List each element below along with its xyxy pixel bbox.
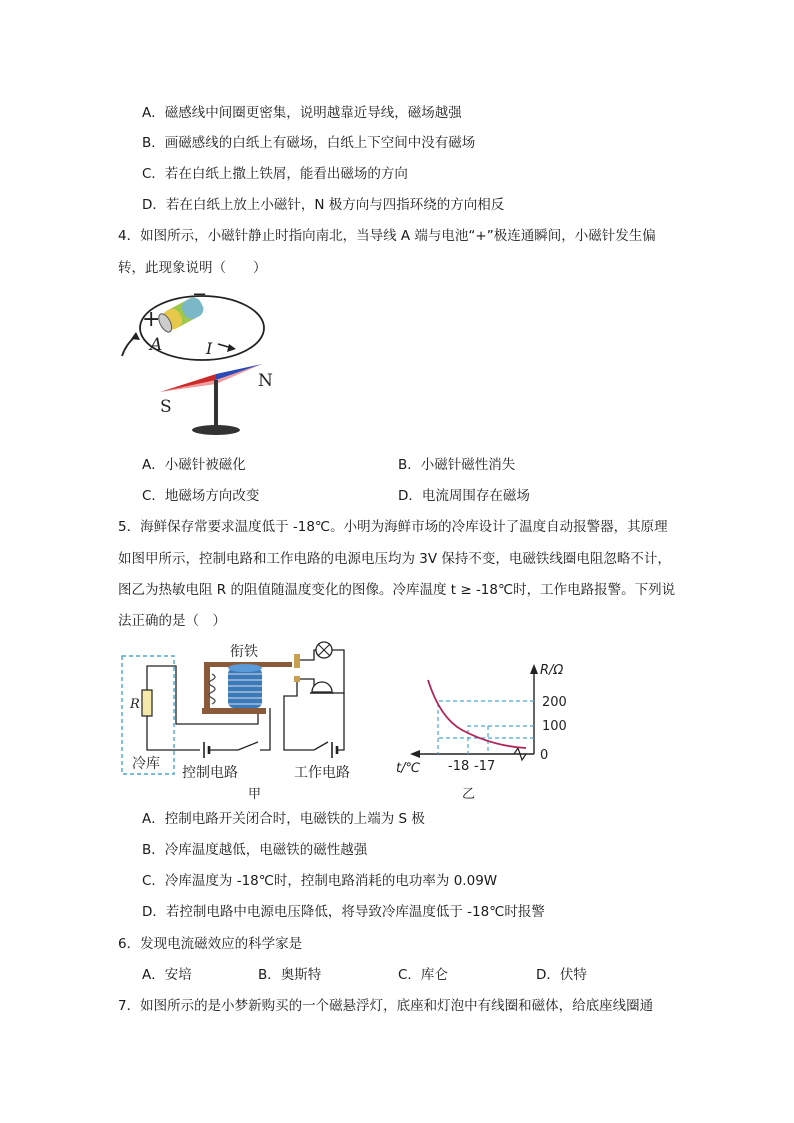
q5-stem-line3: 图乙为热敏电阻 R 的阻值随温度变化的图像。冷库温度 t ≥ -18℃时，工作电路报警。下列说 bbox=[118, 582, 676, 598]
work-circuit-label: 工作电路 bbox=[294, 765, 350, 781]
bell-icon bbox=[312, 682, 332, 692]
plus-sign: + bbox=[142, 307, 161, 332]
q4-option-b: B．小磁针磁性消失 bbox=[398, 457, 516, 473]
control-circuit-label: 控制电路 bbox=[182, 765, 238, 781]
q4-stem-line2: 转，此现象说明（ ） bbox=[118, 260, 267, 276]
q6-option-c: C．库仑 bbox=[398, 967, 448, 983]
x-tick-minus18: -18 bbox=[448, 759, 470, 774]
q7-stem-line1: 7．如图所示的是小梦新购买的一个磁悬浮灯，底座和灯泡中有线圈和磁体，给底座线圈通 bbox=[118, 998, 654, 1014]
q6-option-d: D．伏特 bbox=[536, 967, 587, 983]
q3-option-b: B．画磁感线的白纸上有磁场，白纸上下空间中没有磁场 bbox=[142, 135, 476, 151]
caption-jia: 甲 bbox=[248, 787, 262, 800]
q3-option-c: C．若在白纸上撒上铁屑，能看出磁场的方向 bbox=[142, 166, 408, 182]
q5-option-d: D．若控制电路中电源电压降低，将导致冷库温度低于 -18℃时报警 bbox=[142, 904, 545, 920]
armature-label: 衔铁 bbox=[230, 644, 258, 660]
x-axis-label: t/℃ bbox=[396, 761, 421, 776]
origin-label: 0 bbox=[540, 748, 549, 763]
q6-stem: 6．发现电流磁效应的科学家是 bbox=[118, 936, 303, 952]
q4-stem-line1: 4．如图所示，小磁针静止时指向南北，当导线 A 端与电池“+”极连通瞬间，小磁针发生偏 bbox=[118, 228, 656, 244]
q6-option-a: A．安培 bbox=[142, 967, 192, 983]
q5-option-a: A．控制电路开关闭合时，电磁铁的上端为 S 极 bbox=[142, 811, 425, 827]
label-a: A bbox=[150, 335, 163, 355]
label-s: S bbox=[160, 397, 172, 417]
q3-option-a: A．磁感线中间圈更密集，说明越靠近导线，磁场越强 bbox=[142, 105, 462, 121]
q5-circuit-figure bbox=[118, 638, 358, 800]
q5-option-b: B．冷库温度越低，电磁铁的磁性越强 bbox=[142, 842, 368, 858]
q4-option-d: D．电流周围存在磁场 bbox=[398, 488, 530, 504]
q4-option-a: A．小磁针被磁化 bbox=[142, 457, 246, 473]
q3-option-d: D．若在白纸上放上小磁针，N 极方向与四指环绕的方向相反 bbox=[142, 197, 505, 213]
y-axis-label: R/Ω bbox=[540, 663, 564, 678]
cold-storage-label: 冷库 bbox=[132, 756, 160, 772]
q4-compass-figure bbox=[112, 284, 292, 440]
y-tick-100: 100 bbox=[542, 719, 567, 734]
thermistor-r bbox=[142, 690, 152, 716]
q5-stem-line1: 5．海鲜保存常要求温度低于 -18℃。小明为海鲜市场的冷库设计了温度自动报警器，其原理 bbox=[118, 519, 668, 535]
q6-option-b: B．奥斯特 bbox=[258, 967, 322, 983]
q4-option-c: C．地磁场方向改变 bbox=[142, 488, 260, 504]
y-tick-200: 200 bbox=[542, 695, 567, 710]
minus-sign: − bbox=[192, 284, 208, 305]
x-tick-minus17: -17 bbox=[474, 759, 496, 774]
label-r: R bbox=[130, 697, 140, 712]
label-n: N bbox=[258, 371, 273, 391]
label-i: I bbox=[206, 339, 213, 358]
caption-yi: 乙 bbox=[462, 787, 476, 802]
q5-option-c: C．冷库温度为 -18℃时，控制电路消耗的电功率为 0.09W bbox=[142, 873, 498, 889]
q5-stem-line4: 法正确的是（ ） bbox=[118, 613, 226, 629]
q5-graph-figure bbox=[392, 656, 592, 802]
q5-stem-line2: 如图甲所示，控制电路和工作电路的电源电压均为 3V 保持不变，电磁铁线圈电阻忽略不计， bbox=[118, 551, 671, 567]
